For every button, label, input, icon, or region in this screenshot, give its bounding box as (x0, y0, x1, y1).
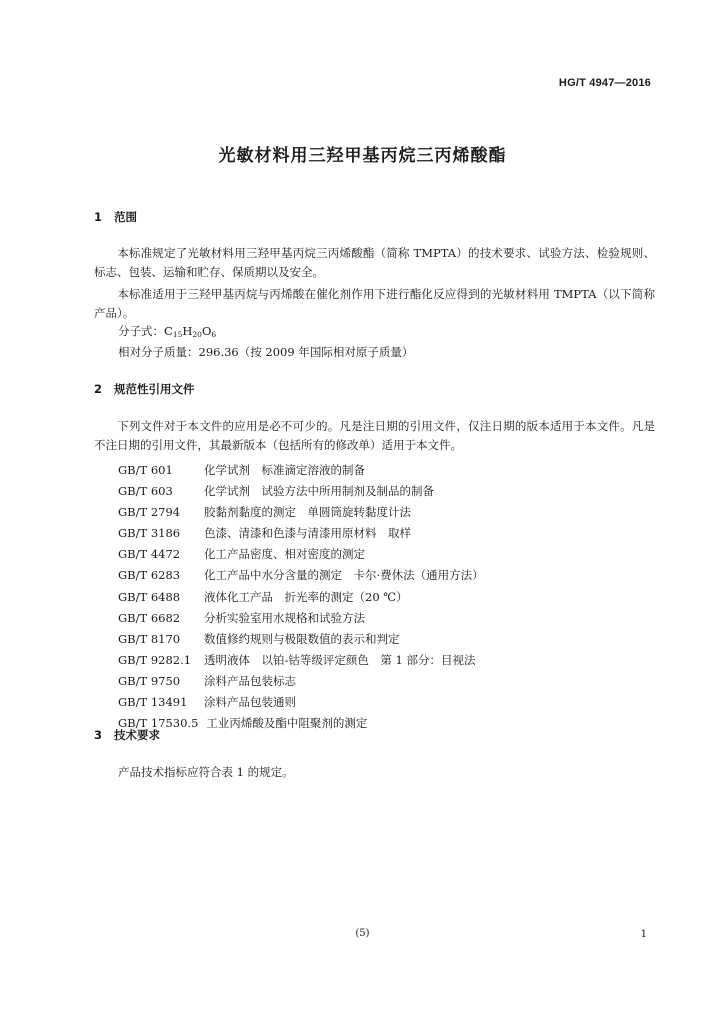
document-title: 光敏材料用三羟甲基丙烷三丙烯酸酯 (218, 146, 507, 166)
reference-item: GB/T 8170 数值修约规则与极限数值的表示和判定 (118, 631, 400, 646)
reference-item: GB/T 13491 涂料产品包装通则 (118, 695, 296, 710)
section-3-number: 3 (94, 728, 103, 742)
section-1-number: 1 (94, 210, 103, 224)
reference-item: GB/T 4472 化工产品密度、相对密度的测定 (118, 547, 365, 562)
section-1-paragraph-2: 本标准适用于三羟甲基丙烷与丙烯酸在催化剂作用下进行酯化反应得到的光敏材料用 TMPTA（以下简称产品）。 (94, 287, 655, 320)
section-3-title: 技术要求 (114, 728, 160, 742)
reference-item: GB/T 6488 液体化工产品 折光率的测定（20 ℃） (118, 589, 408, 604)
section-2-number: 2 (94, 382, 103, 396)
section-1-paragraph-1: 本标准规定了光敏材料用三羟甲基丙烷三丙烯酸酯（简称 TMPTA）的技术要求、试验方法、检验规则、标志、包装、运输和贮存、保质期以及安全。 (94, 246, 655, 279)
reference-item: GB/T 603 化学试剂 试验方法中所用制剂及制品的制备 (118, 484, 434, 499)
reference-item: GB/T 6283 化工产品中水分含量的测定 卡尔·费休法（通用方法） (118, 568, 484, 583)
standard-code: HG/T 4947—2016 (558, 77, 651, 89)
reference-item: GB/T 601 化学试剂 标准滴定溶液的制备 (118, 463, 365, 477)
reference-item: GB/T 17530.5 工业丙烯酸及酯中阻聚剂的测定 (118, 716, 368, 731)
reference-item: GB/T 3186 色漆、清漆和色漆与清漆用原材料 取样 (118, 526, 411, 541)
page-number: 1 (640, 929, 647, 940)
molar-mass: 相对分子质量：296.36（按 2009 年国际相对原子质量） (118, 345, 414, 359)
section-3-text: 产品技术指标应符合表 1 的规定。 (118, 765, 294, 779)
section-2-heading (94, 381, 195, 397)
section-1-title: 范围 (114, 210, 137, 224)
reference-list (118, 462, 484, 736)
reference-item: GB/T 6682 分析实验室用水规格和试验方法 (118, 610, 365, 625)
section-2-intro: 下列文件对于本文件的应用是必不可少的。凡是注日期的引用文件，仅注日期的版本适用于本文件。凡是不注日期的引用文件，其最新版本（包括所有的修改单）适用于本文件。 (94, 419, 655, 452)
section-2-title: 规范性引用文件 (114, 382, 195, 396)
molecular-formula: 分子式：$C_{15}H_{20}O_6$ (118, 324, 217, 339)
reference-item: GB/T 9750 涂料产品包装标志 (118, 673, 296, 688)
reference-item: GB/T 9282.1 透明液体 以铂-钴等级评定颜色 第 1 部分：目视法 (118, 652, 476, 667)
section-3-heading (94, 727, 160, 743)
reference-item: GB/T 2794 胶黏剂黏度的测定 单圆筒旋转黏度计法 (118, 505, 411, 520)
footer-center-mark: (5) (355, 928, 370, 939)
section-1-heading (94, 209, 137, 225)
